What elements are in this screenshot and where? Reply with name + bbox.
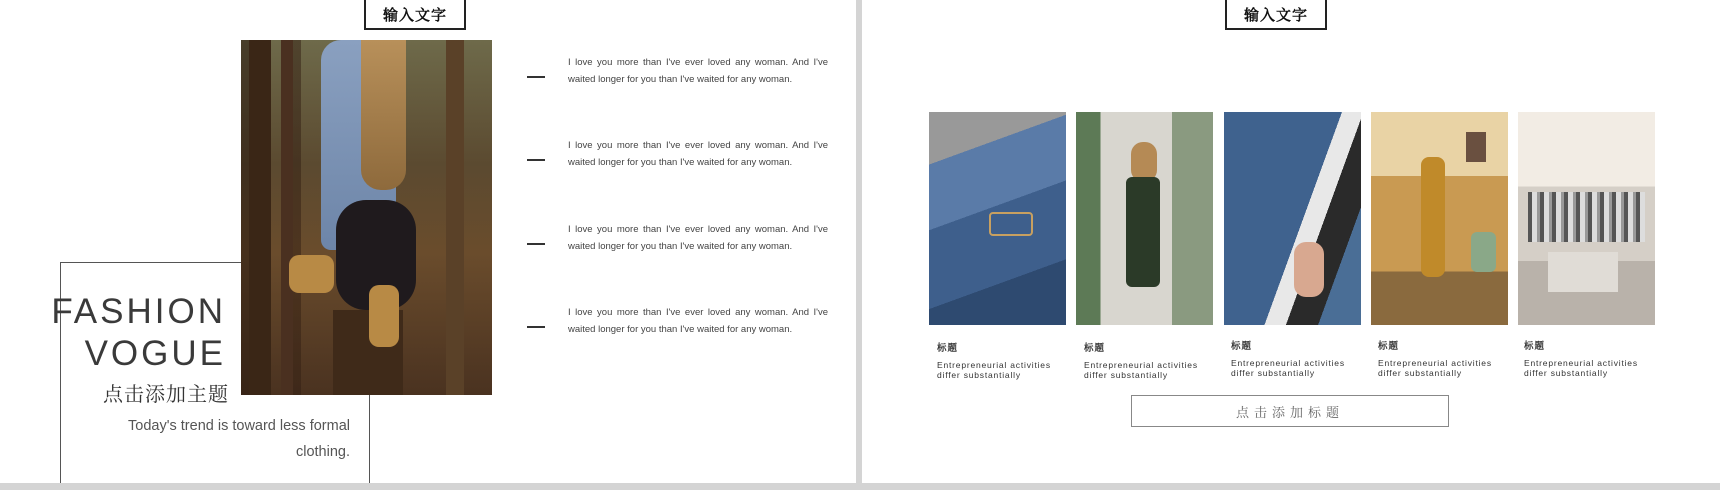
thumb-denim-jacket (929, 112, 1066, 325)
item-caption (1231, 338, 1371, 378)
item-desc: Entrepreneurial activities differ substantially (1231, 358, 1345, 378)
bullet-text: I love you more than I've ever loved any woman. And I've waited longer for you than I've waited for any woman. (568, 140, 828, 168)
item-title: 标题 (937, 343, 959, 354)
dash-icon (527, 326, 545, 328)
subtitle[interactable]: 点击添加主题 (103, 384, 229, 406)
tagline: Today's trend is toward less formal clothing. (128, 418, 350, 460)
dash-icon (527, 159, 545, 161)
header-tag[interactable]: 输入文字 (364, 0, 466, 30)
dash-icon (527, 76, 545, 78)
thumb-boutique (1371, 112, 1508, 325)
item-caption (1378, 338, 1518, 378)
bullet-text: I love you more than I've ever loved any woman. And I've waited longer for you than I've waited for any woman. (568, 57, 828, 85)
thumb-clothing-store (1518, 112, 1655, 325)
bullet-text: I love you more than I've ever loved any woman. And I've waited longer for you than I've waited for any woman. (568, 307, 828, 335)
item-desc: Entrepreneurial activities differ substantially (1378, 358, 1492, 378)
item-caption (1084, 340, 1224, 380)
item-title: 标题 (1231, 341, 1253, 352)
item-desc: Entrepreneurial activities differ substantially (937, 360, 1051, 380)
item-title: 标题 (1524, 341, 1546, 352)
slide-left (0, 0, 856, 483)
item-desc: Entrepreneurial activities differ substantially (1084, 360, 1198, 380)
hero-photo (241, 40, 492, 395)
title-fashion: FASHION (51, 292, 226, 331)
dash-icon (527, 243, 545, 245)
thumb-denim-hand (1224, 112, 1361, 325)
header-tag[interactable]: 输入文字 (1225, 0, 1327, 30)
thumb-street-woman (1076, 112, 1213, 325)
item-caption (1524, 338, 1664, 378)
bullet-text: I love you more than I've ever loved any woman. And I've waited longer for you than I've waited for any woman. (568, 224, 828, 252)
item-caption (937, 340, 1077, 380)
item-desc: Entrepreneurial activities differ substantially (1524, 358, 1638, 378)
add-title-button[interactable]: 点击添加标题 (1131, 395, 1449, 427)
item-title: 标题 (1084, 343, 1106, 354)
item-title: 标题 (1378, 341, 1400, 352)
title-vogue: VOGUE (84, 334, 226, 373)
slide-right (862, 0, 1720, 483)
